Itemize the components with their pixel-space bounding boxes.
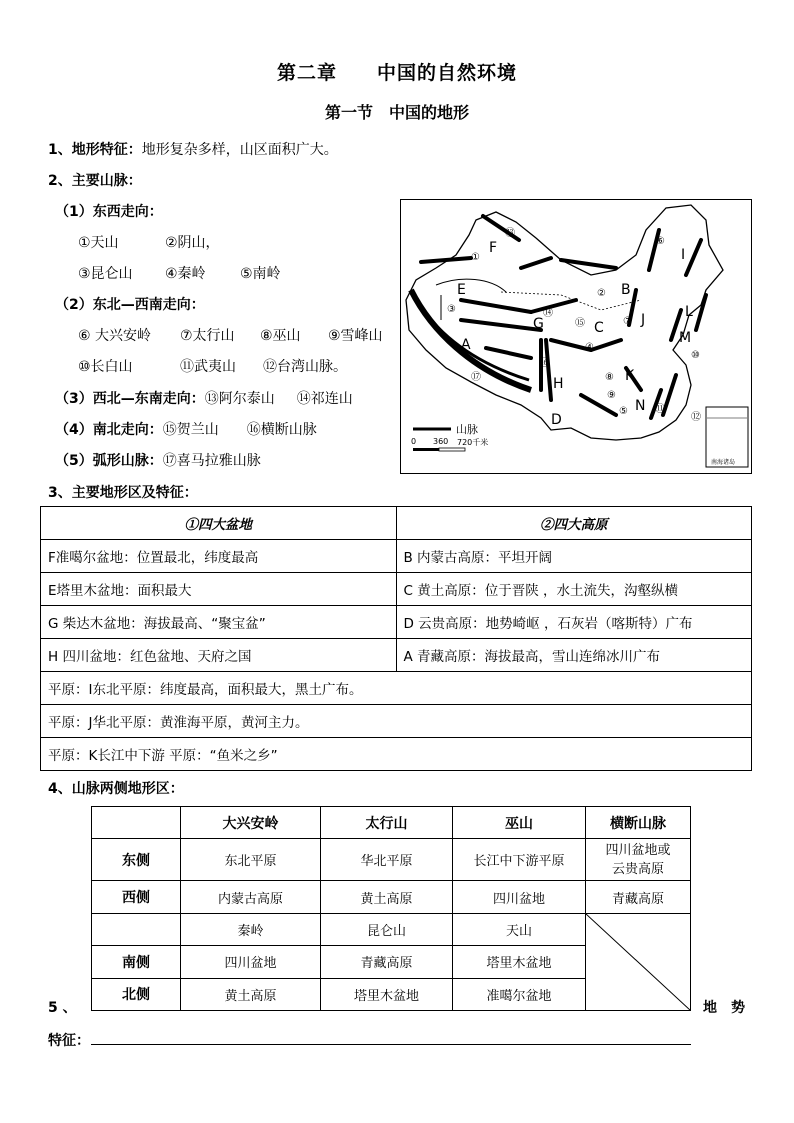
ew-item: ②阴山， bbox=[165, 235, 220, 251]
terrain-trend-number: 5 、 bbox=[48, 1000, 77, 1016]
map-number: ⑬ bbox=[505, 228, 515, 239]
map-letter: D bbox=[551, 412, 562, 428]
map-number: ⑰ bbox=[471, 372, 481, 383]
map-svg bbox=[401, 200, 751, 473]
mountain-sides-heading: 4、山脉两侧地形区： bbox=[48, 781, 184, 797]
ew-item: ①天山 bbox=[78, 235, 119, 251]
map-number: ⑯ bbox=[539, 358, 549, 369]
table-cell: 塔里木盆地 bbox=[321, 978, 453, 1010]
table-cell: 黄土高原 bbox=[321, 881, 453, 914]
china-terrain-map bbox=[400, 199, 752, 474]
cell-line: 四川盆地或 bbox=[605, 842, 671, 858]
nw-se-label: （3）西北—东南走向： bbox=[55, 391, 205, 407]
row-label-north: 北侧 bbox=[92, 978, 181, 1010]
table-cell: 四川盆地 bbox=[453, 881, 586, 914]
ew-item: ④秦岭 bbox=[165, 266, 206, 282]
plain-cell: 平原：J华北平原：黄淮海平原，黄河主力。 bbox=[41, 705, 752, 738]
map-number: ⑫ bbox=[691, 412, 701, 423]
table-row bbox=[41, 507, 752, 540]
table-cell: H 四川盆地：红色盆地、天府之国 bbox=[41, 639, 397, 672]
regions-table bbox=[40, 506, 752, 771]
basins-header: ①四大盆地 bbox=[41, 507, 397, 540]
empty-cell bbox=[92, 914, 181, 946]
map-number: ⑪ bbox=[655, 404, 665, 415]
ns-row bbox=[55, 419, 317, 439]
map-number: ② bbox=[597, 288, 606, 299]
nw-se-row bbox=[55, 388, 353, 408]
row-label-east: 东侧 bbox=[92, 839, 181, 881]
table-cell: A 青藏高原：海拔最高，雪山连绵冰川广布 bbox=[396, 639, 752, 672]
cell-line: 云贵高原 bbox=[611, 861, 664, 877]
map-letter: B bbox=[621, 282, 631, 298]
table-cell: 青藏高原 bbox=[586, 881, 691, 914]
diagonal-line bbox=[586, 914, 690, 1010]
regions-heading: 3、主要地形区及特征： bbox=[48, 485, 198, 501]
map-number: ⑩ bbox=[691, 350, 700, 361]
table-row bbox=[41, 639, 752, 672]
table-cell bbox=[586, 839, 691, 881]
nw-se-item: ⑬阿尔泰山 bbox=[204, 391, 275, 407]
table-row bbox=[41, 672, 752, 705]
table-cell: B 内蒙古高原：平坦开阔 bbox=[396, 540, 752, 573]
map-letter: E bbox=[457, 282, 466, 298]
map-letter: H bbox=[553, 376, 564, 392]
col-header: 大兴安岭 bbox=[181, 807, 321, 839]
table-row bbox=[41, 705, 752, 738]
ns-item: ⑯横断山脉 bbox=[246, 422, 317, 438]
table-cell: D 云贵高原：地势崎岖 ，石灰岩（喀斯特）广布 bbox=[396, 606, 752, 639]
table-row bbox=[41, 573, 752, 606]
table-row bbox=[92, 914, 691, 946]
map-number: ⑨ bbox=[607, 390, 616, 401]
terrain-trend-label-2: 特征： bbox=[48, 1033, 90, 1049]
table-cell: 四川盆地 bbox=[181, 946, 321, 978]
terrain-feature-text: 地形复杂多样，山区面积广大。 bbox=[141, 142, 338, 158]
table-cell: 东北平原 bbox=[181, 839, 321, 881]
table-cell: 华北平原 bbox=[321, 839, 453, 881]
ne-sw-item: ⑨雪峰山 bbox=[328, 328, 383, 344]
table-cell: 长江中下游平原 bbox=[453, 839, 586, 881]
ne-sw-item: ⑥ 大兴安岭 bbox=[78, 328, 152, 344]
ne-sw-item: ⑧巫山 bbox=[260, 328, 301, 344]
table-cell: G 柴达木盆地：海拔最高、“聚宝盆” bbox=[41, 606, 397, 639]
map-letter: J bbox=[641, 312, 646, 328]
ew-item: ③昆仑山 bbox=[78, 266, 133, 282]
ne-sw-item: ⑪武夷山 bbox=[180, 359, 236, 375]
terrain-trend-label: 地 势 bbox=[703, 1000, 745, 1016]
map-number: ⑭ bbox=[543, 308, 553, 319]
terrain-feature-label: 1、地形特征： bbox=[48, 142, 142, 158]
plateaus-header: ②四大高原 bbox=[396, 507, 752, 540]
map-letter: M bbox=[679, 330, 692, 346]
scale-0: 0 bbox=[411, 437, 417, 446]
ns-item: ⑮贺兰山 bbox=[162, 422, 219, 438]
table-cell: 塔里木盆地 bbox=[453, 946, 586, 978]
map-letter: N bbox=[635, 398, 646, 414]
ew-item: ⑤南岭 bbox=[240, 266, 281, 282]
table-cell: 天山 bbox=[453, 914, 586, 946]
legend-label: 山脉 bbox=[456, 423, 478, 436]
map-letter: I bbox=[681, 247, 686, 263]
map-letter: G bbox=[533, 316, 544, 332]
section-title: 第一节 中国的地形 bbox=[324, 103, 469, 122]
map-number: ⑦ bbox=[623, 316, 632, 327]
table-cell: 黄土高原 bbox=[181, 978, 321, 1010]
table-row bbox=[92, 807, 691, 839]
ne-sw-label: （2）东北—西南走向： bbox=[55, 297, 205, 313]
table-cell: C 黄土高原：位于晋陕 ，水土流失，沟壑纵横 bbox=[396, 573, 752, 606]
table-cell: F准噶尔盆地：位置最北，纬度最高 bbox=[41, 540, 397, 573]
table-cell: 昆仑山 bbox=[321, 914, 453, 946]
arc-row bbox=[55, 450, 261, 470]
answer-line bbox=[91, 1044, 691, 1045]
scale-360: 360 bbox=[433, 437, 449, 446]
chapter-title: 第二章 中国的自然环境 bbox=[276, 62, 517, 84]
map-letter: F bbox=[489, 240, 498, 256]
inset-label: 南海诸岛 bbox=[711, 459, 736, 466]
map-letter: K bbox=[625, 368, 635, 384]
table-cell: 内蒙古高原 bbox=[181, 881, 321, 914]
table-row bbox=[41, 738, 752, 771]
terrain-feature bbox=[48, 139, 338, 159]
row-label-south: 南侧 bbox=[92, 946, 181, 978]
plain-cell: 平原：I东北平原：纬度最高，面积最大，黑土广布。 bbox=[41, 672, 752, 705]
map-number: ⑮ bbox=[575, 318, 585, 329]
table-cell: E塔里木盆地：面积最大 bbox=[41, 573, 397, 606]
ne-sw-item: ⑫台湾山脉。 bbox=[263, 359, 347, 375]
nw-se-item: ⑭祁连山 bbox=[296, 391, 353, 407]
table-cell: 青藏高原 bbox=[321, 946, 453, 978]
ew-label: （1）东西走向： bbox=[55, 204, 163, 220]
corner-cell bbox=[92, 807, 181, 839]
col-header: 横断山脉 bbox=[586, 807, 691, 839]
map-number: ⑥ bbox=[656, 236, 665, 247]
map-letter: A bbox=[461, 337, 471, 353]
table-cell: 准噶尔盆地 bbox=[453, 978, 586, 1010]
map-number: ⑧ bbox=[605, 372, 614, 383]
ne-sw-item: ⑩长白山 bbox=[78, 359, 133, 375]
diagonal-cell bbox=[586, 914, 691, 1011]
map-number: ④ bbox=[585, 342, 594, 353]
ne-sw-item: ⑦太行山 bbox=[180, 328, 235, 344]
ns-label: （4）南北走向： bbox=[55, 422, 163, 438]
table-row bbox=[92, 881, 691, 914]
mountain-sides-table bbox=[91, 806, 691, 1011]
map-number: ① bbox=[471, 252, 480, 263]
map-letter: C bbox=[594, 320, 604, 336]
row-label-west: 西侧 bbox=[92, 881, 181, 914]
map-letter: L bbox=[685, 304, 693, 320]
table-cell: 秦岭 bbox=[181, 914, 321, 946]
arc-label: （5）弧形山脉： bbox=[55, 453, 163, 469]
scale-720: 720千米 bbox=[457, 438, 489, 447]
arc-item: ⑰喜马拉雅山脉 bbox=[162, 453, 261, 469]
col-header: 太行山 bbox=[321, 807, 453, 839]
table-row bbox=[41, 606, 752, 639]
map-number: ⑤ bbox=[619, 406, 628, 417]
mountains-heading: 2、主要山脉： bbox=[48, 173, 142, 189]
col-header: 巫山 bbox=[453, 807, 586, 839]
table-row bbox=[41, 540, 752, 573]
map-number: ③ bbox=[447, 304, 456, 315]
plain-cell: 平原：K长江中下游 平原：“鱼米之乡” bbox=[41, 738, 752, 771]
table-row bbox=[92, 839, 691, 881]
